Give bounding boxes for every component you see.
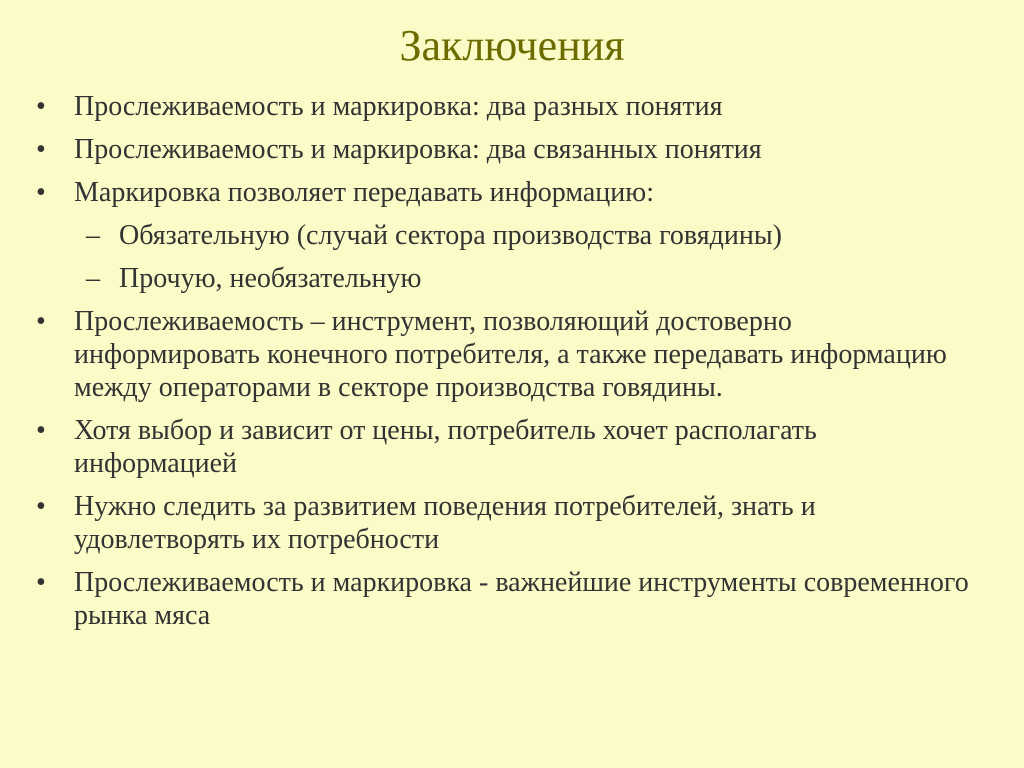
bullet-item — [0, 305, 1024, 404]
bullet-marker: • — [36, 491, 46, 522]
bullet-item — [0, 490, 1024, 556]
bullet-marker: • — [36, 567, 46, 598]
bullet-text: Прослеживаемость и маркировка - важнейшие инструменты современного рынка мяса — [74, 567, 969, 631]
bullet-item — [0, 414, 1024, 480]
sub-bullet-item — [0, 262, 1024, 295]
bullet-text: Нужно следить за развитием поведения потребителей, знать и удовлетворять их потребности — [74, 491, 816, 555]
bullet-item — [0, 566, 1024, 632]
bullet-item — [0, 90, 1024, 123]
bullet-marker: • — [36, 91, 46, 122]
sub-bullet-marker: – — [86, 263, 100, 294]
bullet-text: Прослеживаемость и маркировка: два разных понятия — [74, 91, 723, 122]
bullet-text: Маркировка позволяет передавать информацию: — [74, 177, 654, 208]
sub-bullet-text: Прочую, необязательную — [119, 263, 422, 294]
bullet-text: Прослеживаемость – инструмент, позволяющий достоверно информировать конечного потребителя, а также передавать информацию между операторами в секторе производства говядины. — [74, 306, 947, 403]
slide-title: Заключения — [399, 21, 625, 70]
sub-bullet-item — [0, 219, 1024, 252]
bullet-marker: • — [36, 306, 46, 337]
bullet-marker: • — [36, 177, 46, 208]
sub-bullet-marker: – — [86, 220, 100, 251]
bullet-text: Прослеживаемость и маркировка: два связанных понятия — [74, 134, 762, 165]
bullet-list — [0, 90, 1024, 642]
bullet-marker: • — [36, 134, 46, 165]
bullet-text: Хотя выбор и зависит от цены, потребитель хочет располагать информацией — [74, 415, 817, 479]
bullet-item — [0, 133, 1024, 166]
bullet-item — [0, 176, 1024, 209]
bullet-marker: • — [36, 415, 46, 446]
sub-bullet-text: Обязательную (случай сектора производства говядины) — [119, 220, 782, 251]
